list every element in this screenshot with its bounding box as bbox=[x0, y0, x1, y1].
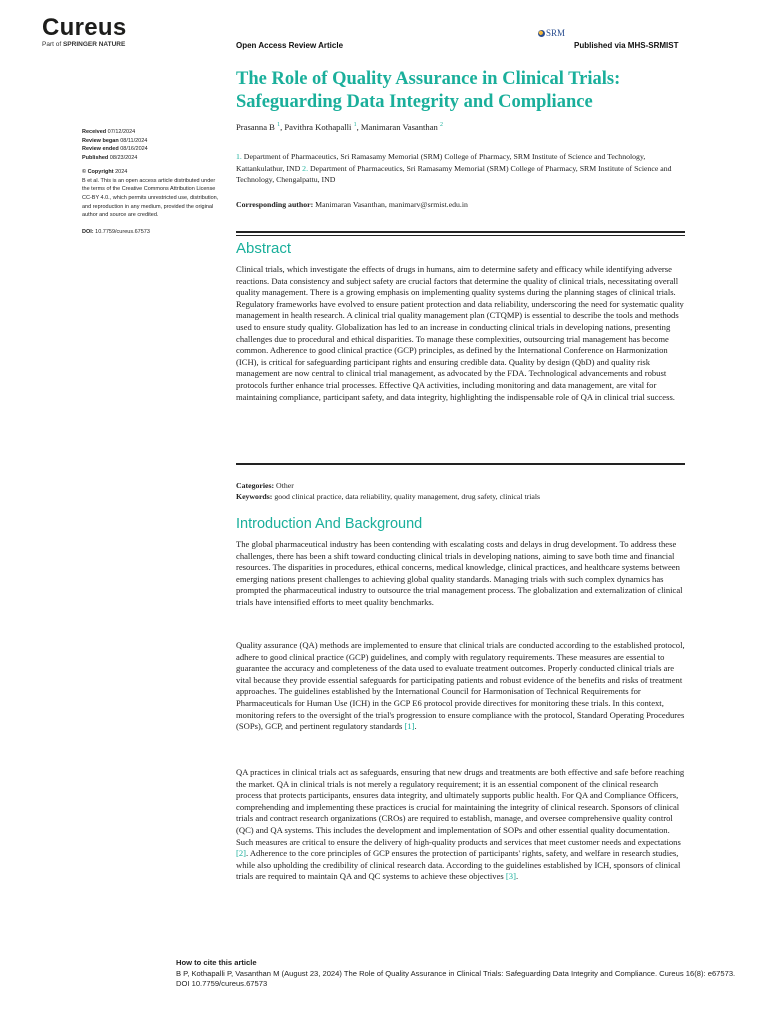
license-text: B et al. This is an open access article distributed under the terms of the Creative Commons Attribution License CC-BY 4.0., which permits unrestricted use, distribution, and reproduction in any medium, provided the original author and source are credited. bbox=[82, 177, 219, 219]
author-separator: , bbox=[356, 122, 361, 132]
author-separator: , bbox=[280, 122, 285, 132]
author-affiliation-ref[interactable]: 2 bbox=[439, 122, 443, 129]
doi-label: DOI: bbox=[82, 229, 94, 236]
logo-sub-prefix: Part of bbox=[42, 41, 63, 48]
citation-link[interactable]: [1] bbox=[404, 721, 415, 732]
body-paragraph: The global pharmaceutical industry has been contending with escalating costs and delays in drug development. To address these challenges, there has been a shift toward conducting clinical trials in developing nations, aiming to save both time and financial resources. The disparities in procedures, ethical concerns, medical knowledge, clinical practices, and healthcare systems between emerging nations present challenges to achieving global quality standards. Managing trials with such complex dynamics has prompted the pharmaceutical industry to outsource the trial management process. The globalization and externalization of clinical trials have intensified efforts to meet quality benchmarks. bbox=[236, 539, 683, 607]
cite-heading: How to cite this article bbox=[176, 958, 257, 967]
published-date bbox=[82, 154, 222, 163]
logo-wordmark: Cureus bbox=[42, 14, 127, 41]
logo-sub-brand: SPRINGER NATURE bbox=[62, 41, 126, 48]
divider bbox=[236, 235, 685, 236]
received-date bbox=[82, 128, 222, 137]
paragraph-text: QA practices in clinical trials act as safeguards, ensuring that new drugs and treatments are both effective and safe before reaching the market. QA in clinical trials is not merely a regulatory requirement; it is an essential component of the clinical research process that protects participants, ensures data integrity, and ultimately supports public health. For QA and Compliance Officers, comprehending and implementing these practices is crucial for maintaining the integrity of clinical research. Sponsors of clinical trials and contract research organizations (CROs) are required to establish, manage, and oversee comprehensive quality control (QC) and QA systems. This includes the development and implementation of SOPs and other essential quality documentation. Such measures are critical to ensure the delivery of high-quality products and services that meet customer needs and expectations bbox=[236, 767, 685, 847]
citation-footer bbox=[176, 958, 736, 990]
affiliation-number: 2. bbox=[302, 163, 309, 173]
logo-subtitle bbox=[42, 41, 127, 48]
corresponding-label: Corresponding author: bbox=[236, 200, 314, 209]
affiliations bbox=[236, 151, 681, 186]
received-label: Received bbox=[82, 129, 107, 135]
abstract-text: Clinical trials, which investigate the effects of drugs in humans, aim to determine safety and efficacy while identifying adverse reactions. Data consistency and subject safety are crucial factors that determine the quality of clinical trials, necessitating overall quality management. There is a growing emphasis on implementing quality systems during the planning stages of clinical trials. Regulatory frameworks have evolved to ensure patient protection and data reliability, underscoring the need for systematic quality management in health research. A clinical trial quality management plan (CTQMP) is essential to describe the tools and methods used to ensure study quality. Globalization has led to an increase in conducting clinical trials in developing nations, presenting challenges due to procedural and ethical disparities. To manage these complexities, outsourcing trial management has become common. Adherence to good clinical practice (GCP) principles, as defined by the International Conference on Harmonization (ICH), is critical for safeguarding participant rights and ensuring credible data. Quality by design (QbD) and quality risk management are now central to clinical trial management, as advocated by the FDA. Technological advancements and robust protocols further enhance trial processes. Effective QA activities, including monitoring and data management, are vital for maintaining compliance, participant safety, and data integrity, highlighting the indispensable role of QA in clinical trial success. bbox=[236, 264, 684, 402]
article-sidebar bbox=[82, 128, 222, 237]
copyright bbox=[82, 168, 222, 177]
cureus-logo bbox=[42, 16, 127, 48]
review-ended-label: Review ended bbox=[82, 146, 119, 153]
srm-logo bbox=[538, 28, 565, 38]
citation-link[interactable]: [2] bbox=[236, 848, 247, 859]
body-paragraph bbox=[236, 767, 685, 883]
abstract-heading: Abstract bbox=[236, 240, 292, 257]
divider bbox=[236, 231, 685, 233]
srm-emblem-icon bbox=[538, 30, 545, 37]
categories bbox=[236, 480, 685, 491]
author-list bbox=[236, 122, 443, 132]
categories-value: Other bbox=[274, 481, 294, 490]
corresponding-value[interactable]: Manimaran Vasanthan, manimarv@srmist.edu.in bbox=[313, 200, 468, 209]
article-meta bbox=[236, 480, 685, 502]
doi-value[interactable]: 10.7759/cureus.67573 bbox=[93, 229, 150, 236]
categories-label: Categories: bbox=[236, 481, 275, 490]
author-name[interactable]: Manimaran Vasanthan bbox=[360, 122, 438, 132]
affiliation-text: Department of Pharmaceutics, Sri Ramasamy Memorial (SRM) College of Pharmacy, SRM Institute of Science and Technology, Chengalpattu, IND bbox=[236, 163, 672, 184]
doi bbox=[82, 228, 222, 237]
paragraph-text: Quality assurance (QA) methods are implemented to ensure that clinical trials are conducted according to the established protocol, adhere to good clinical practice (GCP) guidelines, and comply with regulatory requirements. These measures are essential to guarantee the accuracy and completeness of the data used to evaluate treatment outcomes. Properly conducted clinical trials are vital because they provide essential safeguards for participating patients and robust evidence of the benefits and risks of treatment approaches. The guidelines established by the International Council for Harmonisation of Technical Requirements for Pharmaceuticals for Human Use (ICH) in the GCP E6 protocol provide directives for monitoring these trials. In this context, monitoring refers to the oversight of the trial's progression to ensure compliance with the protocol, Standard Operating Procedures (SOPs), GCP, and pertinent regulatory standards bbox=[236, 640, 685, 732]
paragraph-text: . Adherence to the core principles of GCP ensures the protection of participants' rights, safety, and welfare in research studies, while also upholding the credibility of clinical research data. According to the guidelines established by ICH, sponsors of clinical trials are required to maintain QA and QC systems to achieve these objectives bbox=[236, 848, 681, 882]
divider bbox=[236, 463, 685, 465]
published-via: Published via MHS-SRMIST bbox=[574, 41, 679, 50]
review-ended-date bbox=[82, 145, 222, 154]
cite-text: B P, Kothapalli P, Vasanthan M (August 23, 2024) The Role of Quality Assurance in Clinical Trials: Safeguarding Data Integrity and Compliance. Cureus 16(8): e67573. DOI 10.7759/cureus.67573 bbox=[176, 968, 736, 989]
review-began-label: Review began bbox=[82, 137, 119, 144]
review-began-value: 08/11/2024 bbox=[118, 137, 148, 144]
published-value: 08/23/2024 bbox=[108, 155, 138, 162]
affiliation-number: 1. bbox=[236, 152, 242, 161]
article-title: The Role of Quality Assurance in Clinical Trials: Safeguarding Data Integrity and Compliance bbox=[236, 69, 621, 112]
citation-link[interactable]: [3] bbox=[505, 871, 516, 882]
copyright-label: © Copyright bbox=[82, 168, 114, 175]
keywords-label: Keywords: bbox=[236, 492, 273, 501]
author-affiliation-ref[interactable]: 1 bbox=[353, 122, 357, 129]
paragraph-text: . bbox=[515, 871, 519, 882]
introduction-heading: Introduction And Background bbox=[236, 516, 423, 532]
review-began-date bbox=[82, 137, 222, 146]
copyright-year: 2024 bbox=[113, 168, 128, 175]
author-name[interactable]: Pavithra Kothapalli bbox=[284, 122, 352, 132]
received-value: 07/12/2024 bbox=[106, 129, 136, 135]
keywords-value: good clinical practice, data reliability, quality management, drug safety, clinical trials bbox=[272, 492, 541, 501]
review-ended-value: 08/16/2024 bbox=[118, 146, 148, 153]
corresponding-author bbox=[236, 200, 681, 209]
paragraph-text: . bbox=[414, 721, 417, 732]
author-name[interactable]: Prasanna B bbox=[236, 122, 275, 132]
body-paragraph bbox=[236, 640, 685, 733]
affiliation-text: Department of Pharmaceutics, Sri Ramasamy Memorial (SRM) College of Pharmacy, SRM Institute of Science and Technology, Kattankulathur, IND bbox=[236, 152, 646, 173]
published-label: Published bbox=[82, 155, 109, 162]
author-affiliation-ref[interactable]: 1 bbox=[277, 122, 281, 129]
keywords bbox=[236, 491, 685, 502]
srm-logo-text: SRM bbox=[546, 28, 566, 38]
article-type: Open Access Review Article bbox=[236, 41, 344, 50]
